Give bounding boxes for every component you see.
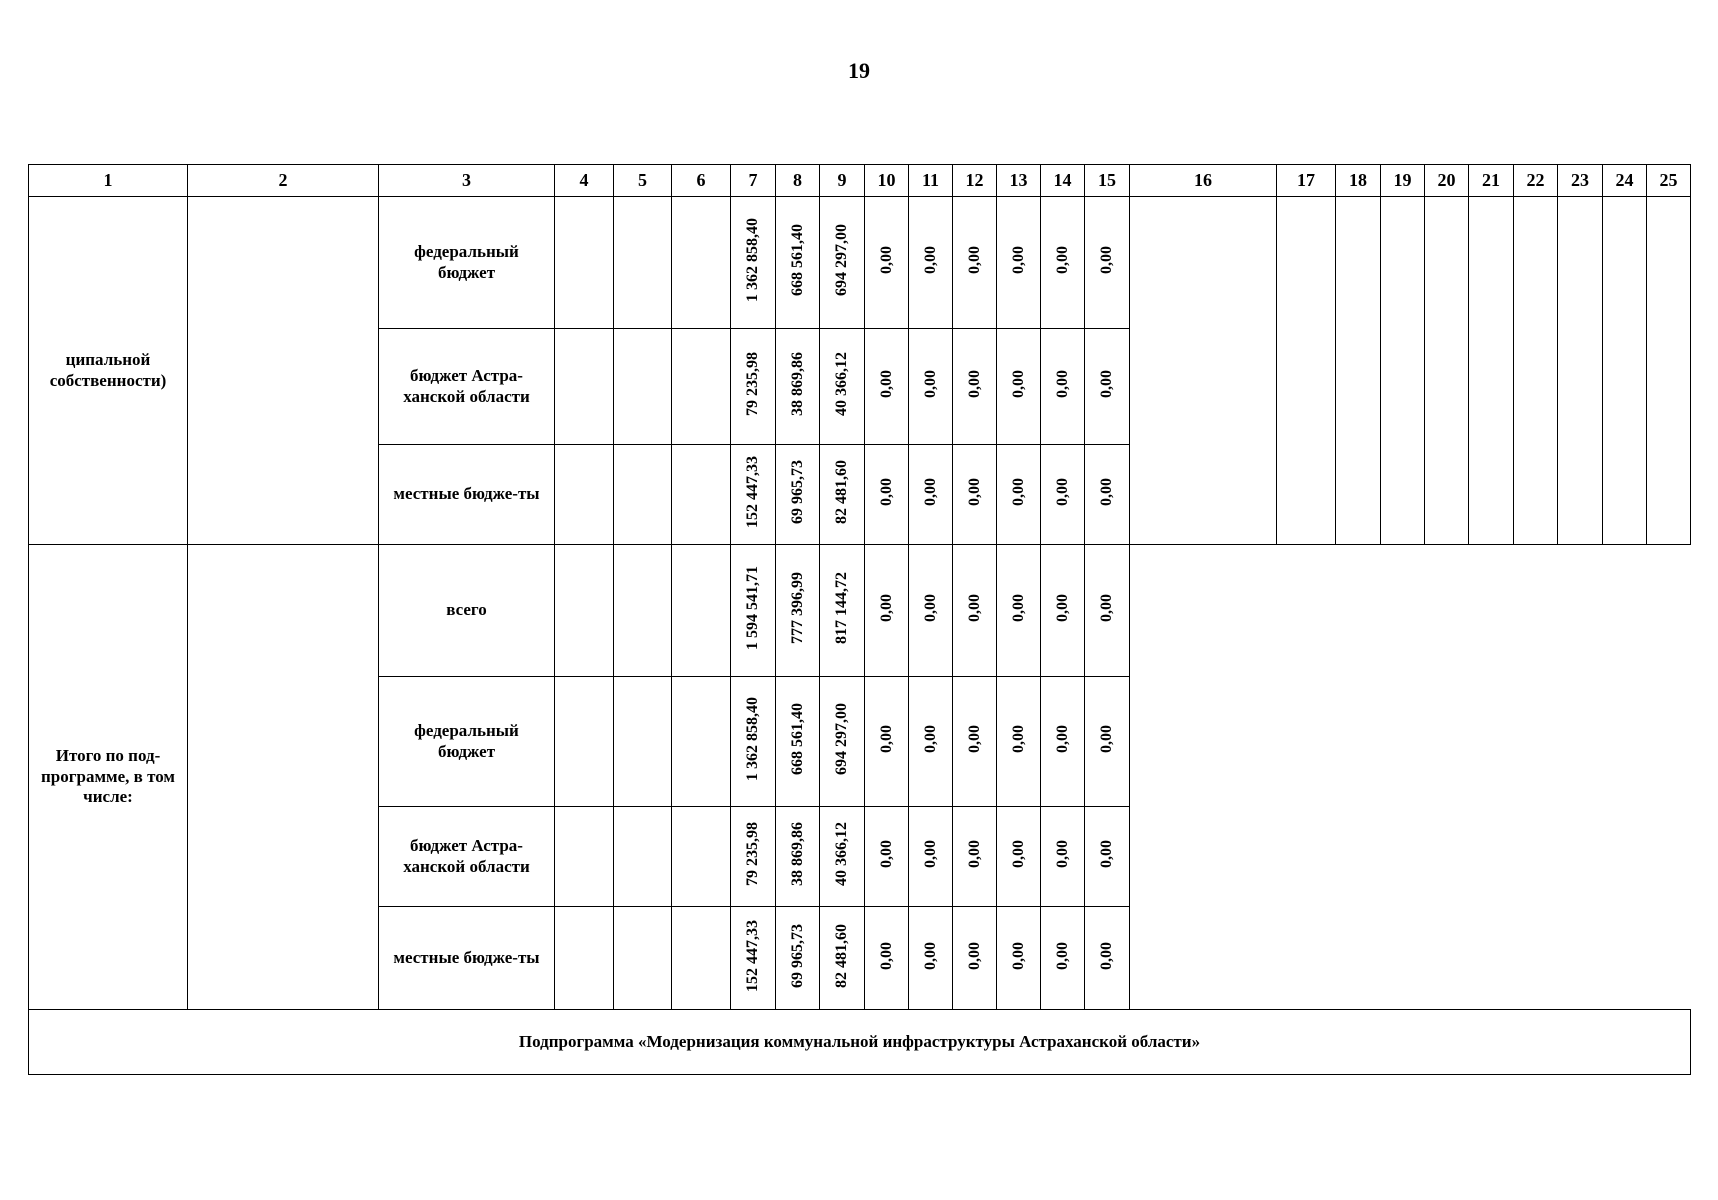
table-row — [29, 197, 1691, 329]
value: 0,00 — [1098, 941, 1115, 970]
value: 0,00 — [1009, 246, 1027, 274]
value: 0,00 — [921, 725, 939, 753]
value: 38 869,86 — [788, 822, 806, 886]
value: 0,00 — [1009, 370, 1027, 398]
value: 0,00 — [1053, 941, 1071, 970]
row-title-cell — [29, 197, 188, 545]
empty-cell — [1647, 197, 1691, 545]
empty-cell — [672, 907, 731, 1010]
value: 0,00 — [921, 594, 939, 622]
value-cell — [820, 545, 865, 677]
empty-cell — [555, 807, 614, 907]
empty-cell — [1558, 197, 1603, 545]
value-cell — [865, 677, 909, 807]
header-row — [29, 165, 1691, 197]
value: 0,00 — [877, 840, 895, 868]
empty-cell — [555, 907, 614, 1010]
column-header-5: 5 — [614, 165, 672, 197]
empty-cell — [1469, 197, 1514, 545]
value: 0,00 — [1098, 840, 1115, 868]
source-cell — [379, 445, 555, 545]
value: 0,00 — [921, 840, 939, 868]
column-header-8: 8 — [776, 165, 820, 197]
empty-cell — [614, 545, 672, 677]
value-cell — [776, 807, 820, 907]
value: 0,00 — [1053, 370, 1071, 398]
value: 69 965,73 — [788, 460, 806, 524]
empty-cell — [1336, 197, 1381, 545]
value: 0,00 — [1009, 840, 1027, 868]
empty-cell — [1514, 197, 1558, 545]
source-cell — [379, 545, 555, 677]
budget-table — [28, 164, 1691, 1075]
empty-cell — [555, 677, 614, 807]
column-header-21: 21 — [1469, 165, 1514, 197]
empty-cell — [672, 445, 731, 545]
column-header-20: 20 — [1425, 165, 1469, 197]
value: 0,00 — [921, 478, 939, 506]
value: 0,00 — [1009, 478, 1027, 506]
value-cell — [1085, 329, 1130, 445]
value-cell — [1041, 907, 1085, 1010]
empty-cell — [672, 197, 731, 329]
empty-cell — [1130, 197, 1277, 545]
value: 0,00 — [965, 246, 983, 274]
value-cell — [1085, 445, 1130, 545]
column-header-19: 19 — [1381, 165, 1425, 197]
value-cell — [909, 329, 953, 445]
column-header-18: 18 — [1336, 165, 1381, 197]
value: 817 144,72 — [833, 572, 850, 644]
column-header-16: 16 — [1130, 165, 1277, 197]
value: 0,00 — [1009, 725, 1027, 753]
value: 1 594 541,71 — [744, 566, 761, 650]
empty-cell — [672, 329, 731, 445]
empty-cell — [614, 907, 672, 1010]
empty-cell — [672, 545, 731, 677]
value-cell — [820, 445, 865, 545]
value-cell — [865, 807, 909, 907]
value-cell — [731, 329, 776, 445]
empty-cell — [555, 445, 614, 545]
blank-area — [1130, 545, 1691, 1010]
value-cell — [997, 677, 1041, 807]
value-cell — [909, 807, 953, 907]
value: 0,00 — [965, 370, 983, 398]
column-header-3: 3 — [379, 165, 555, 197]
value-cell — [909, 545, 953, 677]
value-cell — [776, 197, 820, 329]
value-cell — [1085, 807, 1130, 907]
value-cell — [1041, 545, 1085, 677]
value: 38 869,86 — [788, 352, 806, 416]
column-header-24: 24 — [1603, 165, 1647, 197]
empty-cell — [188, 545, 379, 1010]
source-label: федеральный бюджет — [414, 721, 519, 761]
value: 40 366,12 — [833, 352, 850, 416]
value-cell — [1085, 907, 1130, 1010]
source-label: бюджет Астра-ханской области — [403, 366, 530, 406]
value-cell — [776, 907, 820, 1010]
value-cell — [953, 907, 997, 1010]
column-header-15: 15 — [1085, 165, 1130, 197]
value: 0,00 — [965, 941, 983, 970]
value-cell — [953, 329, 997, 445]
value-cell — [865, 445, 909, 545]
source-label: местные бюдже-ты — [393, 947, 540, 967]
subprogram-title: Подпрограмма «Модернизация коммунальной инфраструктуры Астраханской области» — [29, 1010, 1691, 1075]
value-cell — [820, 907, 865, 1010]
empty-cell — [1603, 197, 1647, 545]
value: 694 297,00 — [833, 224, 850, 296]
value-cell — [731, 545, 776, 677]
column-header-17: 17 — [1277, 165, 1336, 197]
value: 0,00 — [1098, 478, 1115, 506]
empty-cell — [1425, 197, 1469, 545]
value-cell — [820, 197, 865, 329]
source-cell — [379, 197, 555, 329]
value: 0,00 — [1053, 725, 1071, 753]
value: 0,00 — [921, 246, 939, 274]
value: 0,00 — [1053, 246, 1071, 274]
row-title-cell — [29, 545, 188, 1010]
value: 0,00 — [877, 725, 895, 753]
empty-cell — [1381, 197, 1425, 545]
column-header-14: 14 — [1041, 165, 1085, 197]
column-header-1: 1 — [29, 165, 188, 197]
value-cell — [865, 545, 909, 677]
value-cell — [997, 445, 1041, 545]
value-cell — [953, 807, 997, 907]
value: 0,00 — [965, 840, 983, 868]
value: 668 561,40 — [788, 224, 806, 296]
value-cell — [997, 197, 1041, 329]
value-cell — [909, 907, 953, 1010]
column-header-12: 12 — [953, 165, 997, 197]
table-row — [29, 545, 1691, 677]
value-cell — [731, 907, 776, 1010]
value-cell — [909, 445, 953, 545]
value-cell — [820, 329, 865, 445]
empty-cell — [614, 445, 672, 545]
value-cell — [776, 329, 820, 445]
value: 0,00 — [1053, 478, 1071, 506]
value-cell — [997, 907, 1041, 1010]
source-cell — [379, 907, 555, 1010]
value: 0,00 — [877, 246, 895, 274]
empty-cell — [672, 677, 731, 807]
value: 0,00 — [921, 941, 939, 970]
value: 1 362 858,40 — [744, 697, 761, 781]
value: 0,00 — [965, 478, 983, 506]
value-cell — [997, 329, 1041, 445]
empty-cell — [614, 807, 672, 907]
value-cell — [776, 677, 820, 807]
value: 0,00 — [877, 594, 895, 622]
value: 777 396,99 — [788, 572, 806, 644]
value-cell — [1041, 445, 1085, 545]
value: 82 481,60 — [833, 460, 850, 524]
empty-cell — [672, 807, 731, 907]
value-cell — [997, 807, 1041, 907]
empty-cell — [614, 677, 672, 807]
value-cell — [1041, 807, 1085, 907]
value: 0,00 — [1098, 594, 1115, 622]
value: 1 362 858,40 — [744, 218, 761, 302]
empty-cell — [614, 197, 672, 329]
value-cell — [731, 445, 776, 545]
column-header-25: 25 — [1647, 165, 1691, 197]
value: 0,00 — [965, 725, 983, 753]
value: 82 481,60 — [833, 923, 850, 988]
value-cell — [909, 677, 953, 807]
value-cell — [865, 907, 909, 1010]
value: 0,00 — [1098, 370, 1115, 398]
value-cell — [953, 545, 997, 677]
source-label: местные бюдже-ты — [393, 484, 540, 504]
value: 152 447,33 — [744, 456, 761, 528]
value-cell — [909, 197, 953, 329]
column-header-6: 6 — [672, 165, 731, 197]
value: 69 965,73 — [788, 923, 806, 988]
source-cell — [379, 677, 555, 807]
source-cell — [379, 329, 555, 445]
value-cell — [1085, 197, 1130, 329]
empty-cell — [555, 545, 614, 677]
value-cell — [776, 445, 820, 545]
footer-row — [29, 1010, 1691, 1075]
column-header-2: 2 — [188, 165, 379, 197]
value: 79 235,98 — [744, 822, 761, 886]
source-label: всего — [446, 600, 487, 620]
value: 0,00 — [1053, 594, 1071, 622]
value-cell — [731, 677, 776, 807]
value-cell — [1041, 329, 1085, 445]
value: 0,00 — [877, 478, 895, 506]
value: 0,00 — [921, 370, 939, 398]
value-cell — [820, 677, 865, 807]
value: 694 297,00 — [833, 703, 850, 775]
value-cell — [865, 197, 909, 329]
empty-cell — [614, 329, 672, 445]
value-cell — [997, 545, 1041, 677]
row-title: ципальной собственности) — [49, 350, 167, 390]
value-cell — [731, 807, 776, 907]
empty-cell — [188, 197, 379, 545]
empty-cell — [1277, 197, 1336, 545]
source-label: бюджет Астра-ханской области — [403, 836, 530, 876]
value: 152 447,33 — [744, 919, 761, 992]
source-cell — [379, 807, 555, 907]
value: 0,00 — [965, 594, 983, 622]
value: 0,00 — [1098, 246, 1115, 274]
column-header-23: 23 — [1558, 165, 1603, 197]
empty-cell — [555, 329, 614, 445]
value: 0,00 — [1098, 725, 1115, 753]
column-header-13: 13 — [997, 165, 1041, 197]
column-header-7: 7 — [731, 165, 776, 197]
value-cell — [1041, 197, 1085, 329]
value: 0,00 — [877, 370, 895, 398]
column-header-9: 9 — [820, 165, 865, 197]
value: 0,00 — [1009, 594, 1027, 622]
column-header-11: 11 — [909, 165, 953, 197]
value-cell — [731, 197, 776, 329]
value-cell — [1085, 545, 1130, 677]
page-number: 19 — [848, 58, 870, 83]
value: 79 235,98 — [744, 352, 761, 416]
value-cell — [1041, 677, 1085, 807]
source-label: федеральный бюджет — [414, 242, 519, 282]
empty-cell — [555, 197, 614, 329]
value: 0,00 — [877, 941, 895, 970]
value-cell — [865, 329, 909, 445]
value-cell — [776, 545, 820, 677]
column-header-10: 10 — [865, 165, 909, 197]
value-cell — [1085, 677, 1130, 807]
value: 0,00 — [1009, 941, 1027, 970]
value: 40 366,12 — [833, 822, 850, 886]
column-header-4: 4 — [555, 165, 614, 197]
row-title: Итого по под-программе, в том числе: — [41, 746, 175, 807]
value-cell — [820, 807, 865, 907]
value: 0,00 — [1053, 840, 1071, 868]
value-cell — [953, 677, 997, 807]
column-header-22: 22 — [1514, 165, 1558, 197]
value-cell — [953, 197, 997, 329]
value: 668 561,40 — [788, 703, 806, 775]
value-cell — [953, 445, 997, 545]
